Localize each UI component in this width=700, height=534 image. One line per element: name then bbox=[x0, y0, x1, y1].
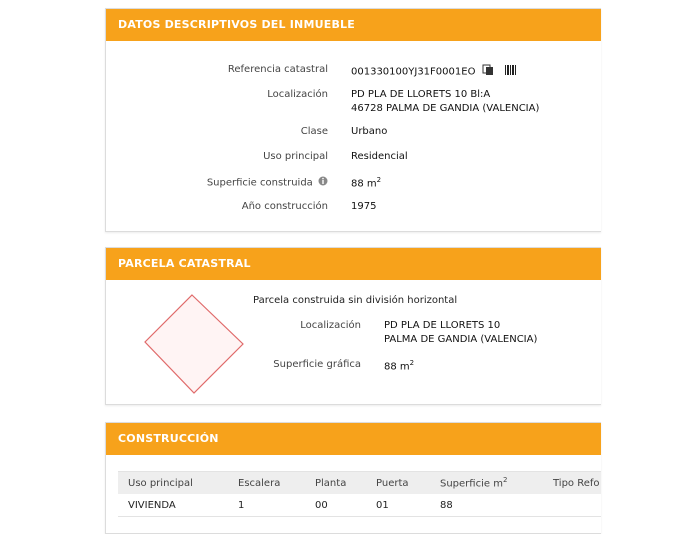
construccion-table bbox=[118, 471, 601, 517]
col-superficie-sup: 2 bbox=[502, 476, 508, 485]
value-superficie-grafica-text: 88 m bbox=[384, 361, 410, 373]
col-uso: Uso principal bbox=[118, 472, 228, 495]
value-referencia bbox=[351, 64, 517, 79]
cell-planta: 00 bbox=[305, 494, 366, 517]
col-puerta: Puerta bbox=[366, 472, 430, 495]
value-parcela-loc-2: PALMA DE GANDIA (VALENCIA) bbox=[384, 334, 538, 345]
panel-construccion bbox=[105, 422, 601, 534]
col-escalera: Escalera bbox=[228, 472, 305, 495]
table-row bbox=[118, 494, 601, 517]
label-superficie bbox=[207, 176, 328, 189]
value-superficie-text: 88 m bbox=[351, 178, 377, 190]
label-superficie-grafica: Superficie gráfica bbox=[273, 359, 361, 370]
panel-parcela bbox=[105, 247, 601, 405]
parcela-subtitle: Parcela construida sin división horizontal bbox=[253, 295, 458, 306]
cell-puerta: 01 bbox=[366, 494, 430, 517]
value-localizacion-1: PD PLA DE LLORETS 10 Bl:A bbox=[351, 89, 491, 100]
copy-icon[interactable] bbox=[482, 64, 494, 79]
panel-header-parcela: PARCELA CATASTRAL bbox=[106, 248, 601, 280]
panel-header-inmueble: DATOS DESCRIPTIVOS DEL INMUEBLE bbox=[106, 9, 601, 41]
label-clase: Clase bbox=[300, 126, 328, 137]
value-uso: Residencial bbox=[351, 151, 408, 162]
value-superficie bbox=[351, 176, 381, 189]
cell-uso: VIVIENDA bbox=[118, 494, 228, 517]
col-superficie-text: Superficie m bbox=[440, 478, 503, 490]
col-superficie bbox=[430, 472, 543, 495]
label-superficie-text: Superficie construida bbox=[206, 177, 313, 189]
panel-header-construccion: CONSTRUCCIÓN bbox=[106, 423, 601, 455]
label-uso: Uso principal bbox=[263, 151, 328, 162]
panel-datos-inmueble bbox=[105, 8, 601, 232]
table-header-row bbox=[118, 472, 601, 495]
value-localizacion-2: 46728 PALMA DE GANDIA (VALENCIA) bbox=[351, 103, 540, 114]
label-parcela-localizacion: Localización bbox=[300, 320, 361, 331]
label-anio: Año construcción bbox=[241, 201, 328, 212]
referencia-text: 001330100YJ31F0001EO bbox=[351, 66, 476, 78]
barcode-icon[interactable] bbox=[505, 64, 517, 79]
col-planta: Planta bbox=[305, 472, 366, 495]
value-anio: 1975 bbox=[351, 201, 377, 212]
cell-superficie: 88 bbox=[430, 494, 543, 517]
unit-sup-grafica: 2 bbox=[409, 359, 415, 367]
cell-tipo-refo bbox=[543, 494, 601, 517]
value-parcela-loc-1: PD PLA DE LLORETS 10 bbox=[384, 320, 501, 331]
unit-sup: 2 bbox=[376, 176, 382, 184]
label-referencia: Referencia catastral bbox=[227, 64, 328, 75]
cell-escalera: 1 bbox=[228, 494, 305, 517]
info-icon[interactable] bbox=[318, 176, 328, 189]
value-clase: Urbano bbox=[351, 126, 388, 137]
value-superficie-grafica bbox=[384, 359, 414, 372]
label-localizacion: Localización bbox=[267, 89, 328, 100]
parcela-shape[interactable] bbox=[142, 292, 246, 396]
col-tipo-refo: Tipo Refo bbox=[543, 472, 601, 495]
